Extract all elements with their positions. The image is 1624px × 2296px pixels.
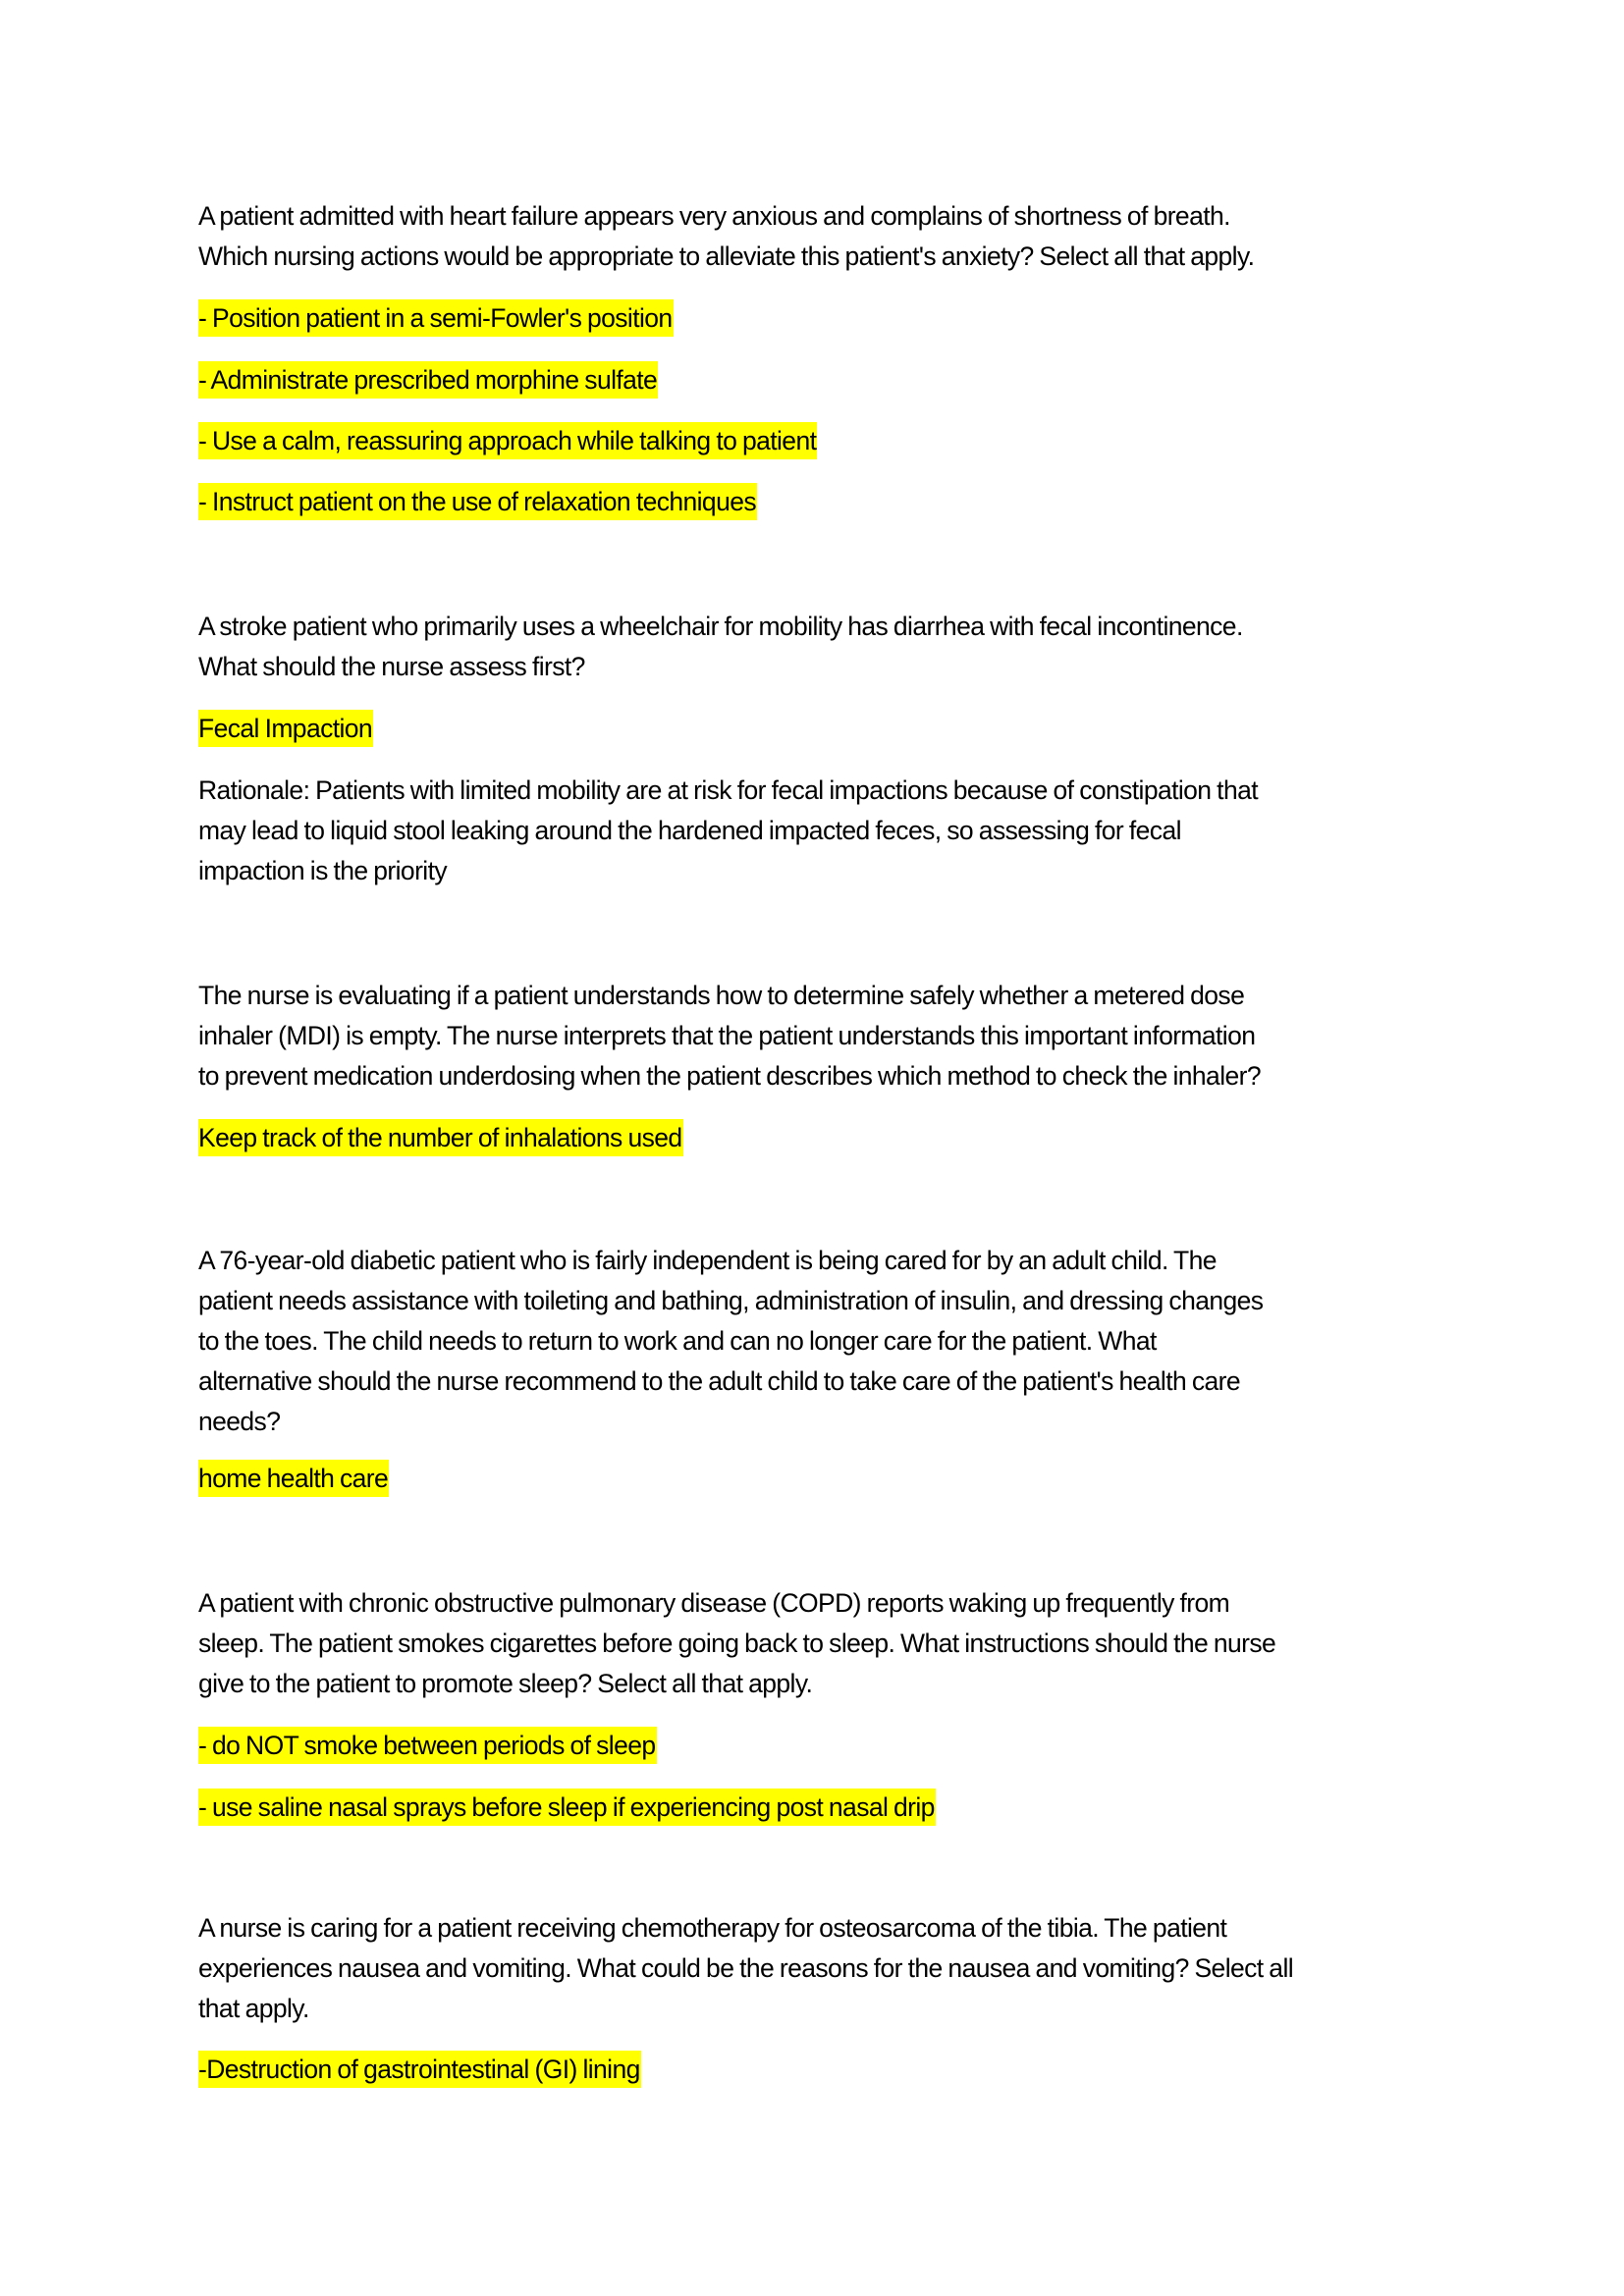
question-2-rationale	[198, 771, 1435, 891]
question-4	[198, 1241, 1435, 1442]
question-1-answer-4	[198, 483, 757, 520]
question-line: Which nursing actions would be appropriate to alleviate this patient's anxiety? Select all that apply.	[198, 241, 1255, 271]
question-2-answer-1	[198, 710, 373, 747]
question-line: A stroke patient who primarily uses a wheelchair for mobility has diarrhea with fecal incontinence.	[198, 612, 1243, 641]
question-6-text	[198, 1908, 1435, 2029]
highlighted-answer: - Position patient in a semi-Fowler's position	[198, 299, 674, 337]
highlighted-answer: Fecal Impaction	[198, 710, 373, 747]
question-line: A patient admitted with heart failure appears very anxious and complains of shortness of breath.	[198, 201, 1230, 231]
question-line: patient needs assistance with toileting and bathing, administration of insulin, and dressing changes	[198, 1286, 1264, 1315]
highlighted-answer: Keep track of the number of inhalations used	[198, 1119, 683, 1156]
question-5-answer-2	[198, 1789, 936, 1826]
question-line: sleep. The patient smokes cigarettes before going back to sleep. What instructions should the nurse	[198, 1629, 1276, 1658]
question-line: What should the nurse assess first?	[198, 652, 585, 681]
highlighted-answer: - do NOT smoke between periods of sleep	[198, 1727, 657, 1764]
question-line: to the toes. The child needs to return to work and can no longer care for the patient. What	[198, 1326, 1157, 1356]
question-3	[198, 976, 1435, 1096]
question-4-answer-1	[198, 1460, 389, 1497]
question-5	[198, 1583, 1435, 1704]
question-line: experiences nausea and vomiting. What could be the reasons for the nausea and vomiting? Select all	[198, 1953, 1294, 1983]
question-line: to prevent medication underdosing when the patient describes which method to check the inhaler?	[198, 1061, 1261, 1091]
question-1	[198, 196, 1435, 277]
question-line: inhaler (MDI) is empty. The nurse interprets that the patient understands this important information	[198, 1021, 1256, 1050]
question-6	[198, 1908, 1435, 2029]
question-2-text	[198, 607, 1435, 687]
question-2	[198, 607, 1435, 687]
question-line: that apply.	[198, 1994, 309, 2023]
question-line: A patient with chronic obstructive pulmonary disease (COPD) reports waking up frequently from	[198, 1588, 1230, 1618]
question-line: needs?	[198, 1407, 281, 1436]
highlighted-answer: - Use a calm, reassuring approach while talking to patient	[198, 422, 817, 459]
question-1-answer-3	[198, 422, 817, 459]
question-6-answer-1	[198, 2051, 641, 2088]
question-1-text	[198, 196, 1435, 277]
highlighted-answer: -Destruction of gastrointestinal (GI) lining	[198, 2051, 641, 2088]
highlighted-answer: - Administrate prescribed morphine sulfate	[198, 361, 658, 399]
question-5-text	[198, 1583, 1435, 1704]
rationale-line: may lead to liquid stool leaking around the hardened impacted feces, so assessing for fecal	[198, 816, 1181, 845]
question-3-answer-1	[198, 1119, 683, 1156]
highlighted-answer: home health care	[198, 1460, 389, 1497]
rationale-line: impaction is the priority	[198, 856, 447, 885]
question-line: give to the patient to promote sleep? Select all that apply.	[198, 1669, 813, 1698]
question-line: The nurse is evaluating if a patient understands how to determine safely whether a metered dose	[198, 981, 1245, 1010]
question-4-text	[198, 1241, 1435, 1442]
highlighted-answer: - Instruct patient on the use of relaxation techniques	[198, 483, 757, 520]
question-line: alternative should the nurse recommend to the adult child to take care of the patient's health care	[198, 1366, 1241, 1396]
rationale-text	[198, 771, 1435, 891]
question-5-answer-1	[198, 1727, 657, 1764]
highlighted-answer: - use saline nasal sprays before sleep if experiencing post nasal drip	[198, 1789, 936, 1826]
question-1-answer-1	[198, 299, 674, 337]
question-line: A nurse is caring for a patient receiving chemotherapy for osteosarcoma of the tibia. The patient	[198, 1913, 1227, 1943]
question-line: A 76-year-old diabetic patient who is fairly independent is being cared for by an adult child. The	[198, 1246, 1217, 1275]
question-3-text	[198, 976, 1435, 1096]
rationale-line: Rationale: Patients with limited mobility are at risk for fecal impactions because of constipation that	[198, 775, 1258, 805]
question-1-answer-2	[198, 361, 658, 399]
